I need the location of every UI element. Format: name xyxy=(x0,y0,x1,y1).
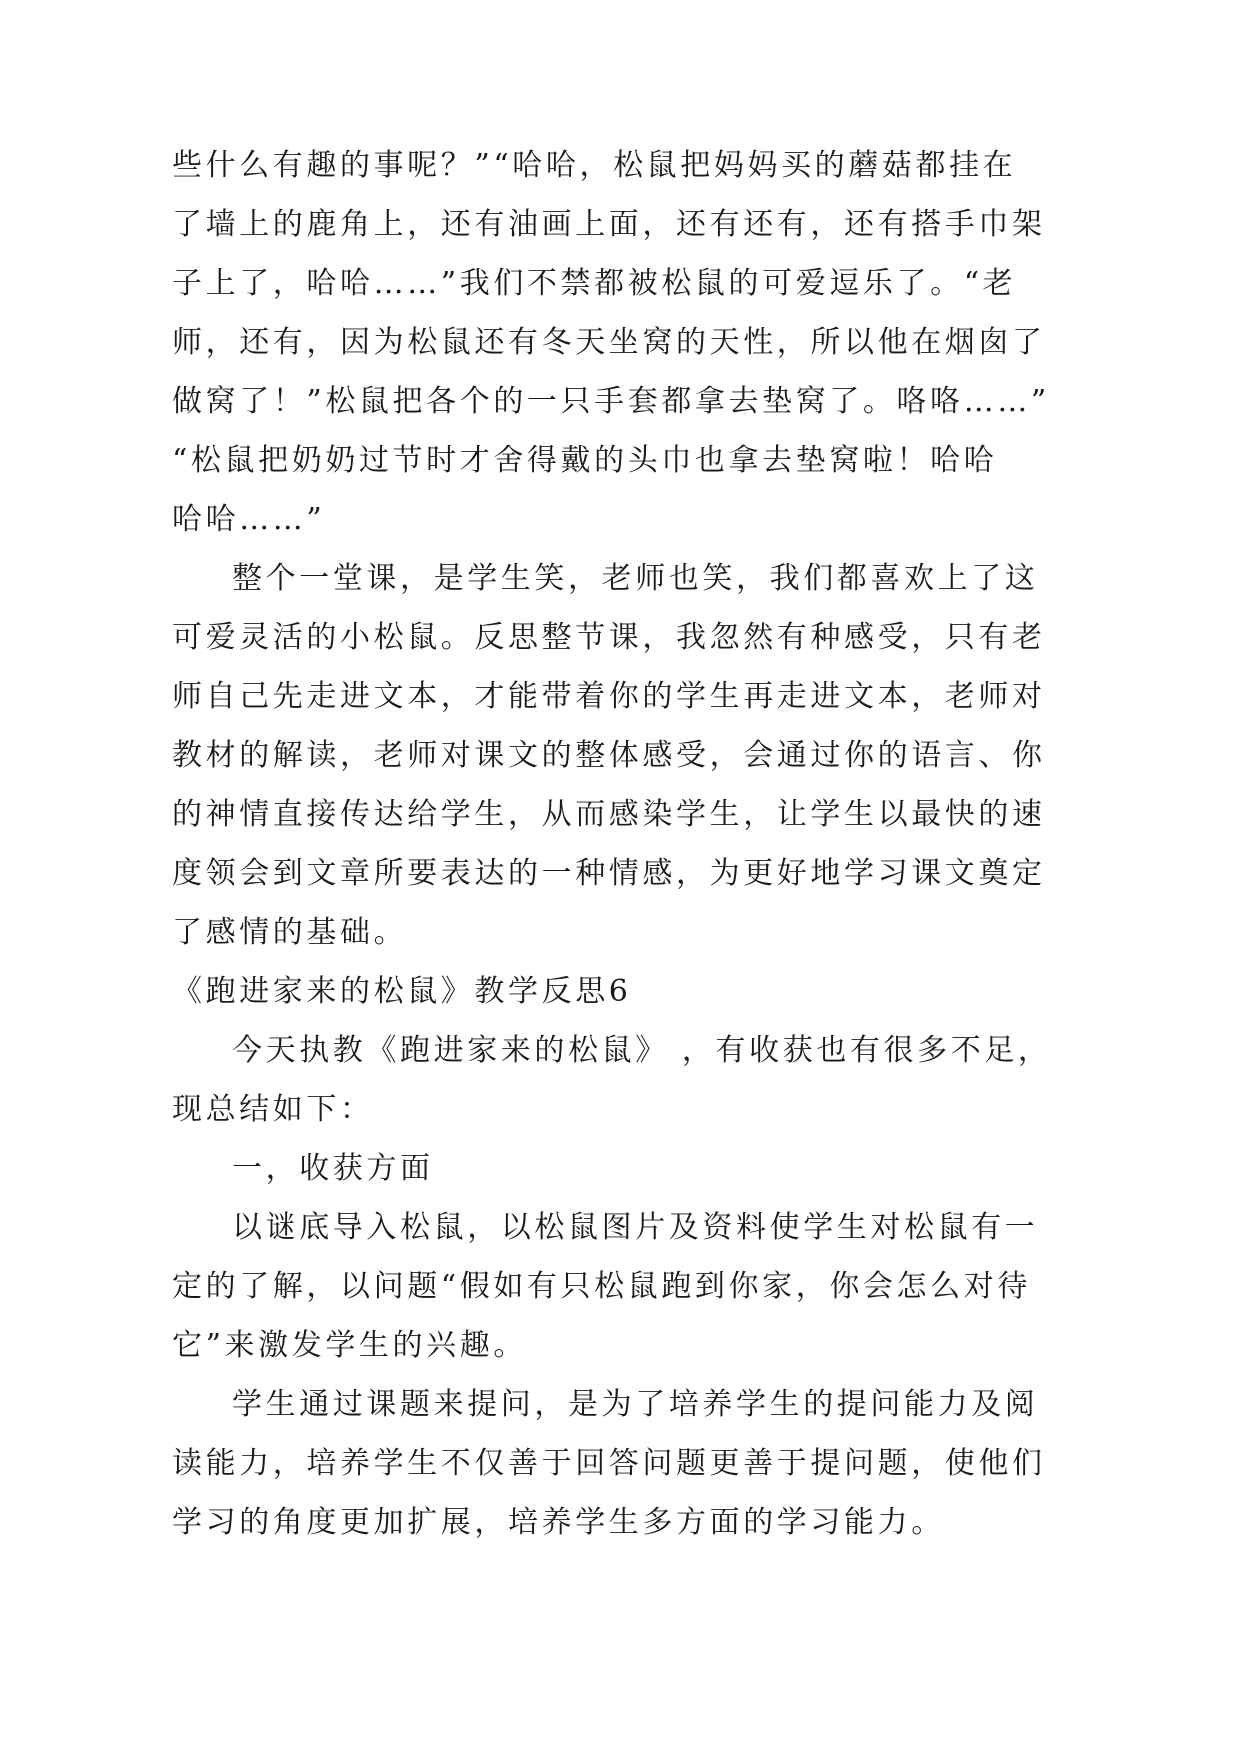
text-line: 师，还有，因为松鼠还有冬天坐窝的天性，所以他在烟囱了 xyxy=(172,325,1046,360)
text-line: “松鼠把奶奶过节时才舍得戴的头巾也拿去垫窝啦！哈哈 xyxy=(172,443,998,478)
text-line: 的神情直接传达给学生，从而感染学生，让学生以最快的速 xyxy=(172,797,1046,832)
text-line: 哈哈……” xyxy=(172,502,326,537)
paragraph xyxy=(172,549,1072,962)
document-body xyxy=(172,136,1072,1552)
text-line: 读能力，培养学生不仅善于回答问题更善于提问题，使他们 xyxy=(172,1446,1046,1481)
text-line: 学习的角度更加扩展，培养学生多方面的学习能力。 xyxy=(172,1505,945,1540)
text-line: 些什么有趣的事呢？”“哈哈，松鼠把妈妈买的蘑菇都挂在 xyxy=(172,148,1017,183)
subheading xyxy=(172,1139,1072,1198)
text-line: 定的了解，以问题“假如有只松鼠跑到你家，你会怎么对待 xyxy=(172,1269,1031,1304)
text-line: 以谜底导入松鼠，以松鼠图片及资料使学生对松鼠有一 xyxy=(232,1210,1039,1245)
paragraph xyxy=(172,1375,1072,1552)
text-line: 了感情的基础。 xyxy=(172,915,408,950)
text-line: 今天执教《跑进家来的松鼠》 ，有收获也有很多不足， xyxy=(232,1033,1052,1068)
text-line: 可爱灵活的小松鼠。反思整节课，我忽然有种感受，只有老 xyxy=(172,620,1046,655)
paragraph xyxy=(172,1021,1072,1139)
paragraph-continuation xyxy=(172,136,1072,549)
text-line: 做窝了！”松鼠把各个的一只手套都拿去垫窝了。咯咯……” xyxy=(172,384,1050,419)
text-line: 学生通过课题来提问，是为了培养学生的提问能力及阅 xyxy=(232,1387,1039,1422)
text-line: 现总结如下： xyxy=(172,1092,374,1127)
section-heading xyxy=(172,962,1072,1021)
subheading-text: 一，收获方面 xyxy=(232,1151,434,1186)
text-line: 子上了，哈哈……”我们不禁都被松鼠的可爱逗乐了。“老 xyxy=(172,266,1017,301)
text-line: 师自己先走进文本，才能带着你的学生再走进文本，老师对 xyxy=(172,679,1046,714)
heading-text: 《跑进家来的松鼠》教学反思6 xyxy=(172,974,632,1009)
text-line: 了墙上的鹿角上，还有油画上面，还有还有，还有搭手巾架 xyxy=(172,207,1046,242)
text-line: 整个一堂课，是学生笑，老师也笑，我们都喜欢上了这 xyxy=(232,561,1039,596)
text-line: 它”来激发学生的兴趣。 xyxy=(172,1328,527,1363)
text-line: 教材的解读，老师对课文的整体感受，会通过你的语言、你 xyxy=(172,738,1046,773)
text-line: 度领会到文章所要表达的一种情感，为更好地学习课文奠定 xyxy=(172,856,1046,891)
paragraph xyxy=(172,1198,1072,1375)
